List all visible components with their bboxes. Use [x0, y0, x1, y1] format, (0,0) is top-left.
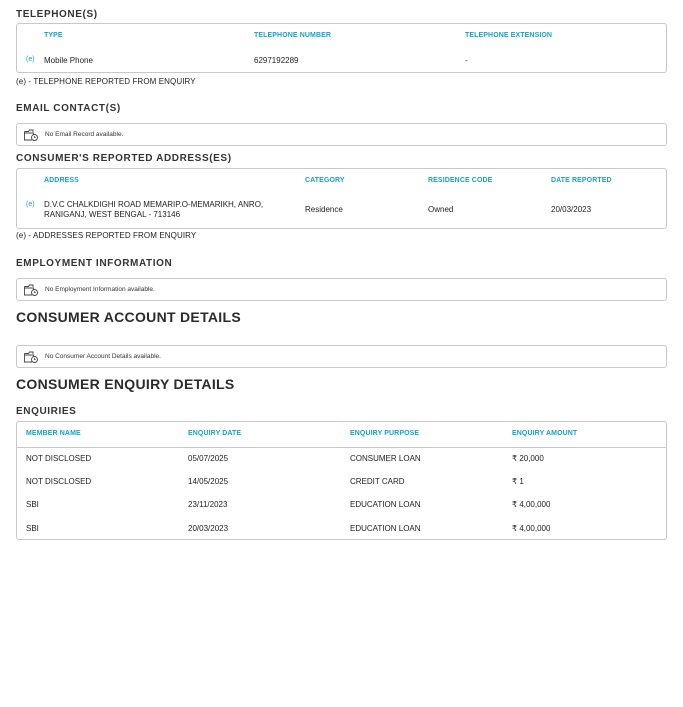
folder-clock-icon — [24, 284, 38, 296]
accounts-empty-state — [16, 345, 667, 368]
enquiry-amount: ₹ 20,000 — [512, 454, 544, 463]
col-enquiry-date: ENQUIRY DATE — [188, 430, 242, 437]
enquiry-date: 14/05/2025 — [188, 477, 229, 486]
telephone-extension: - — [465, 56, 468, 65]
employment-heading: EMPLOYMENT INFORMATION — [16, 258, 173, 269]
accounts-heading: CONSUMER ACCOUNT DETAILS — [16, 309, 241, 325]
enquiry-tag: (e) — [26, 201, 35, 208]
accounts-empty-message: No Consumer Account Details available. — [45, 353, 161, 360]
address-category: Residence — [305, 205, 343, 214]
email-empty-state — [16, 123, 667, 146]
enquiry-purpose: CONSUMER LOAN — [350, 454, 421, 463]
email-heading: EMAIL CONTACT(S) — [16, 103, 121, 114]
col-type: TYPE — [44, 32, 63, 39]
enquiry-date: 20/03/2023 — [188, 524, 229, 533]
col-telephone-number: TELEPHONE NUMBER — [254, 32, 332, 39]
enquiries-subheading: ENQUIRIES — [16, 406, 77, 417]
enquiry-purpose: EDUCATION LOAN — [350, 524, 421, 533]
enquiry-details-heading: CONSUMER ENQUIRY DETAILS — [16, 376, 235, 392]
enquiry-amount: ₹ 4,00,000 — [512, 524, 551, 533]
enquiry-tag: (e) — [26, 56, 35, 63]
telephones-note: (e) - TELEPHONE REPORTED FROM ENQUIRY — [16, 77, 196, 86]
col-category: CATEGORY — [305, 177, 345, 184]
col-residence-code: RESIDENCE CODE — [428, 177, 493, 184]
telephones-heading: TELEPHONE(S) — [16, 9, 98, 20]
enquiry-date: 23/11/2023 — [188, 500, 228, 509]
col-telephone-extension: TELEPHONE EXTENSION — [465, 32, 553, 39]
enquiries-table — [16, 421, 667, 540]
folder-clock-icon — [24, 129, 38, 141]
header-divider — [17, 447, 666, 448]
address-date-reported: 20/03/2023 — [551, 205, 592, 214]
col-enquiry-purpose: ENQUIRY PURPOSE — [350, 430, 420, 437]
enquiry-member: SBI — [26, 500, 39, 509]
col-date-reported: DATE REPORTED — [551, 177, 612, 184]
addresses-heading: CONSUMER'S REPORTED ADDRESS(ES) — [16, 153, 232, 164]
enquiry-amount: ₹ 4,00,000 — [512, 500, 551, 509]
email-empty-message: No Email Record available. — [45, 131, 124, 138]
enquiry-amount: ₹ 1 — [512, 477, 524, 486]
address-residence-code: Owned — [428, 205, 454, 214]
enquiry-purpose: EDUCATION LOAN — [350, 500, 421, 509]
enquiry-member: NOT DISCLOSED — [26, 454, 92, 463]
telephone-number: 6297192289 — [254, 56, 299, 65]
col-address: ADDRESS — [44, 177, 79, 184]
telephones-table — [16, 23, 667, 73]
enquiry-date: 05/07/2025 — [188, 454, 229, 463]
address-line-1: D.V.C CHALKDIGHI ROAD MEMARIP.O-MEMARIKH, ANRO, — [44, 200, 264, 209]
employment-empty-message: No Employment Information available. — [45, 286, 155, 293]
folder-clock-icon — [24, 351, 38, 363]
col-enquiry-amount: ENQUIRY AMOUNT — [512, 430, 578, 437]
addresses-table — [16, 168, 667, 229]
enquiry-member: NOT DISCLOSED — [26, 477, 92, 486]
employment-empty-state — [16, 278, 667, 301]
addresses-note: (e) - ADDRESSES REPORTED FROM ENQUIRY — [16, 231, 197, 240]
col-member-name: MEMBER NAME — [26, 430, 81, 437]
enquiry-member: SBI — [26, 524, 39, 533]
telephone-type: Mobile Phone — [44, 56, 93, 65]
enquiry-purpose: CREDIT CARD — [350, 477, 405, 486]
address-line-2: RANIGANJ, WEST BENGAL - 713146 — [44, 210, 181, 219]
